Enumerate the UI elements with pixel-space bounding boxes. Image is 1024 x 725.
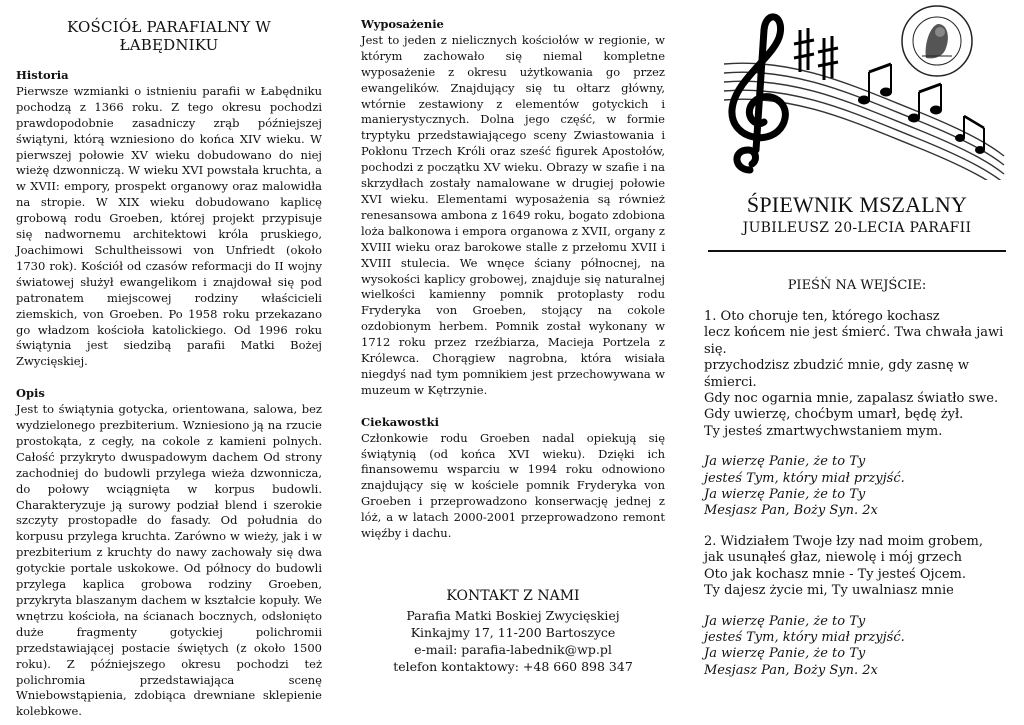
description-heading: Opis (16, 386, 45, 401)
verse2-line: Oto jak kochasz mnie - Ty jesteś Ojcem. (704, 566, 966, 582)
description-text: Jest to świątynia gotycka, orientowana, salowa, bez wydzielonego prezbiterium. Wzniesiono ją na rzucie prostokąta, z cegły, na cokole z kamieni polnych. Całość przykryto dwuspadowym dachem Od strony zachodniej do budowli przylega wieża dzwonnicza, do połowy wciągnięta w korpus budowli. Charakteryzuje ją surowy podział blend i szerokie szczyty prostopadłe do fasady. Od południa do korpusu przylega kruchta. Zarówno w wieży, jak i w prezbiterium z kruchty do nawy zachowały się dwa gotyckie portale uskokowe. Od północy do budowli przylega kaplica grobowa rodziny Groeben, przykryta blaszanym dachem w kształcie kopuły. We wnętrzu kościoła, na ścianach bocznych, odsłonięto duże fragmenty gotyckiej polichromii przedstawiającej postacie świętych (z około 1500 roku). Z późniejszego okresu pochodzi też polichromia przedstawiająca scenę Wniebowstąpienia, zdobiąca drewniane sklepienie kolebkowe. (16, 402, 322, 719)
verse2-line: 2. Widziałem Twoje łzy nad moim grobem, (704, 533, 984, 549)
refrain2-line: Ja wierzę Panie, że to Ty (704, 646, 866, 662)
refrain2-line: Ja wierzę Panie, że to Ty (704, 613, 866, 629)
history-heading: Historia (16, 68, 69, 82)
song-lyrics (704, 309, 1010, 679)
contact-email: e-mail: parafia-labednik@wp.pl (414, 642, 612, 657)
refrain1-line: Ja wierzę Panie, że to Ty (704, 487, 866, 503)
equipment-text: Jest to jeden z nielicznych kościołów w regionie, w którym zachowało się niemal kompletne wyposażenie z okresu użytkowania go przez ewangelików. Znajdujący się tu ołtarz główny, wtórnie zestawiony z elementów gotyckich i manierystycznych. Dolna jego część, w formie tryptyku przedstawiającego sceny Zwiastowania i Pokłonu Trzech Króli oraz sześć figurek Apostołów, pochodzi z początku XV wieku. Obrazy w szafie i na skrzydłach zostały namalowane w drugiej połowie XVI wieku. Elementami wyposażenia są również renesansowa ambona z 1649 roku, bogato zdobiona loża balkonowa i empora organowa z XVII, organy z XVIII wieku oraz barokowe stalle z przełomu XVII i XVIII stulecia. We wnęce ściany północnej, na wysokości kaplicy grobowej, znajduje się naturalnej wielkości kamienny pomnik protoplasty rodu Fryderyka von Groeben, stojący na cokole ozdobionym herbem. Pomnik został wykonany w 1712 roku przez rzeźbiarza, Macieja Portzela z Królewca. Chorągiew nagrobna, która wisiała niegdyś nad tym pomnikiem jest przechowywana w muzeum w Kętrzynie. (361, 32, 665, 397)
middle-panel (361, 17, 665, 675)
parish-seal-icon (900, 4, 974, 78)
refrain2-line: Mesjasz Pan, Boży Syn. 2x (704, 662, 878, 678)
verse1-line: Gdy uwierzę, choćbym umarł, będę żył. (704, 407, 964, 423)
verse1-line: Ty jesteś zmartwychwstaniem mym. (704, 423, 943, 439)
contact-address: Kinkajmy 17, 11-200 Bartoszyce (410, 625, 616, 640)
verse1-line: 1. Oto choruje ten, którego kochasz (704, 309, 940, 324)
songbook-subtitle: JUBILEUSZ 20-LECIA PARAFII (742, 220, 972, 236)
verse1-line: lecz końcem nie jest śmierć. Twa chwała jawi się. (704, 325, 1004, 357)
contact-phone: telefon kontaktowy: +48 660 898 347 (393, 659, 633, 674)
verse1-line: przychodzisz zbudzić mnie, gdy zasnę w śmierci. (704, 358, 970, 390)
contact-parish: Parafia Matki Boskiej Zwycięskiej (406, 608, 620, 623)
contact-block (361, 588, 665, 675)
refrain1-line: Ja wierzę Panie, że to Ty (704, 454, 866, 470)
verse2-line: Ty dajesz życie mi, Ty uwalniasz mnie (704, 583, 954, 599)
verse2-line: jak usunąłeś głaz, niewolę i mój grzech (704, 550, 962, 566)
music-banner (704, 0, 1010, 180)
refrain2-line: jesteś Tym, który miał przyjść. (704, 629, 905, 645)
refrain1-line: Mesjasz Pan, Boży Syn. 2x (704, 503, 878, 519)
church-title: KOŚCIÓŁ PARAFIALNY W ŁABĘDNIKU (67, 18, 271, 54)
left-panel (16, 0, 322, 720)
contact-title: KONTAKT Z NAMI (446, 588, 580, 604)
right-panel (704, 0, 1010, 679)
trivia-heading: Ciekawostki (361, 414, 439, 429)
songbook-title: ŚPIEWNIK MSZALNY (746, 192, 968, 217)
history-text: Pierwsze wzmianki o istnieniu parafii w Łabędniku pochodzą z 1366 roku. Z tego okresu pochodzi prawdopodobnie zasadniczy zrąb późniejszej świątyni, którą wzniesiono do końca XIV wieku. W pierwszej połowie XV wieku dobudowano do niej wieżę dzwonniczą. W wieku XVI powstała kruchta, a w XVII: empory, prospekt organowy oraz malowidła na stropie. W XIX wieku dobudowano kaplicę grobową rodu Groeben, której projekt przypisuje się nadwornemu architektowi króla pruskiego, Joachimowi Schultheissowi von Unfriedt (około 1730 rok). Kościół od czasów reformacji do II wojny światowej służył ewangelikom i znajdował się pod patronatem miejscowej rodziny właścicieli ziemskich, von Groeben. Po 1958 roku przekazano go władzom kościoła katolickiego. Od 1996 roku świątynia jest siedzibą parafii Matki Bożej Zwycięskiej. (16, 83, 322, 369)
divider (708, 250, 1006, 252)
equipment-heading: Wyposażenie (361, 17, 444, 31)
trivia-text: Członkowie rodu Groeben nadal opiekują się świątynią (od końca XVI wieku). Dzięki ich finansowemu wsparciu w 1994 roku odnowiono znajdujący się w kościele pomnik Fryderyka von Groeben i przeprowadzono konserwację jednej z lóż, a w latach 2000-2001 przeprowadzono remont więźby i dachu. (361, 430, 665, 541)
refrain1-line: jesteś Tym, który miał przyjść. (704, 470, 905, 486)
song-title: PIEŚŃ NA WEJŚCIE: (787, 278, 927, 293)
verse1-line: Gdy noc ogarnia mnie, zapalasz światło swe. (704, 391, 999, 407)
